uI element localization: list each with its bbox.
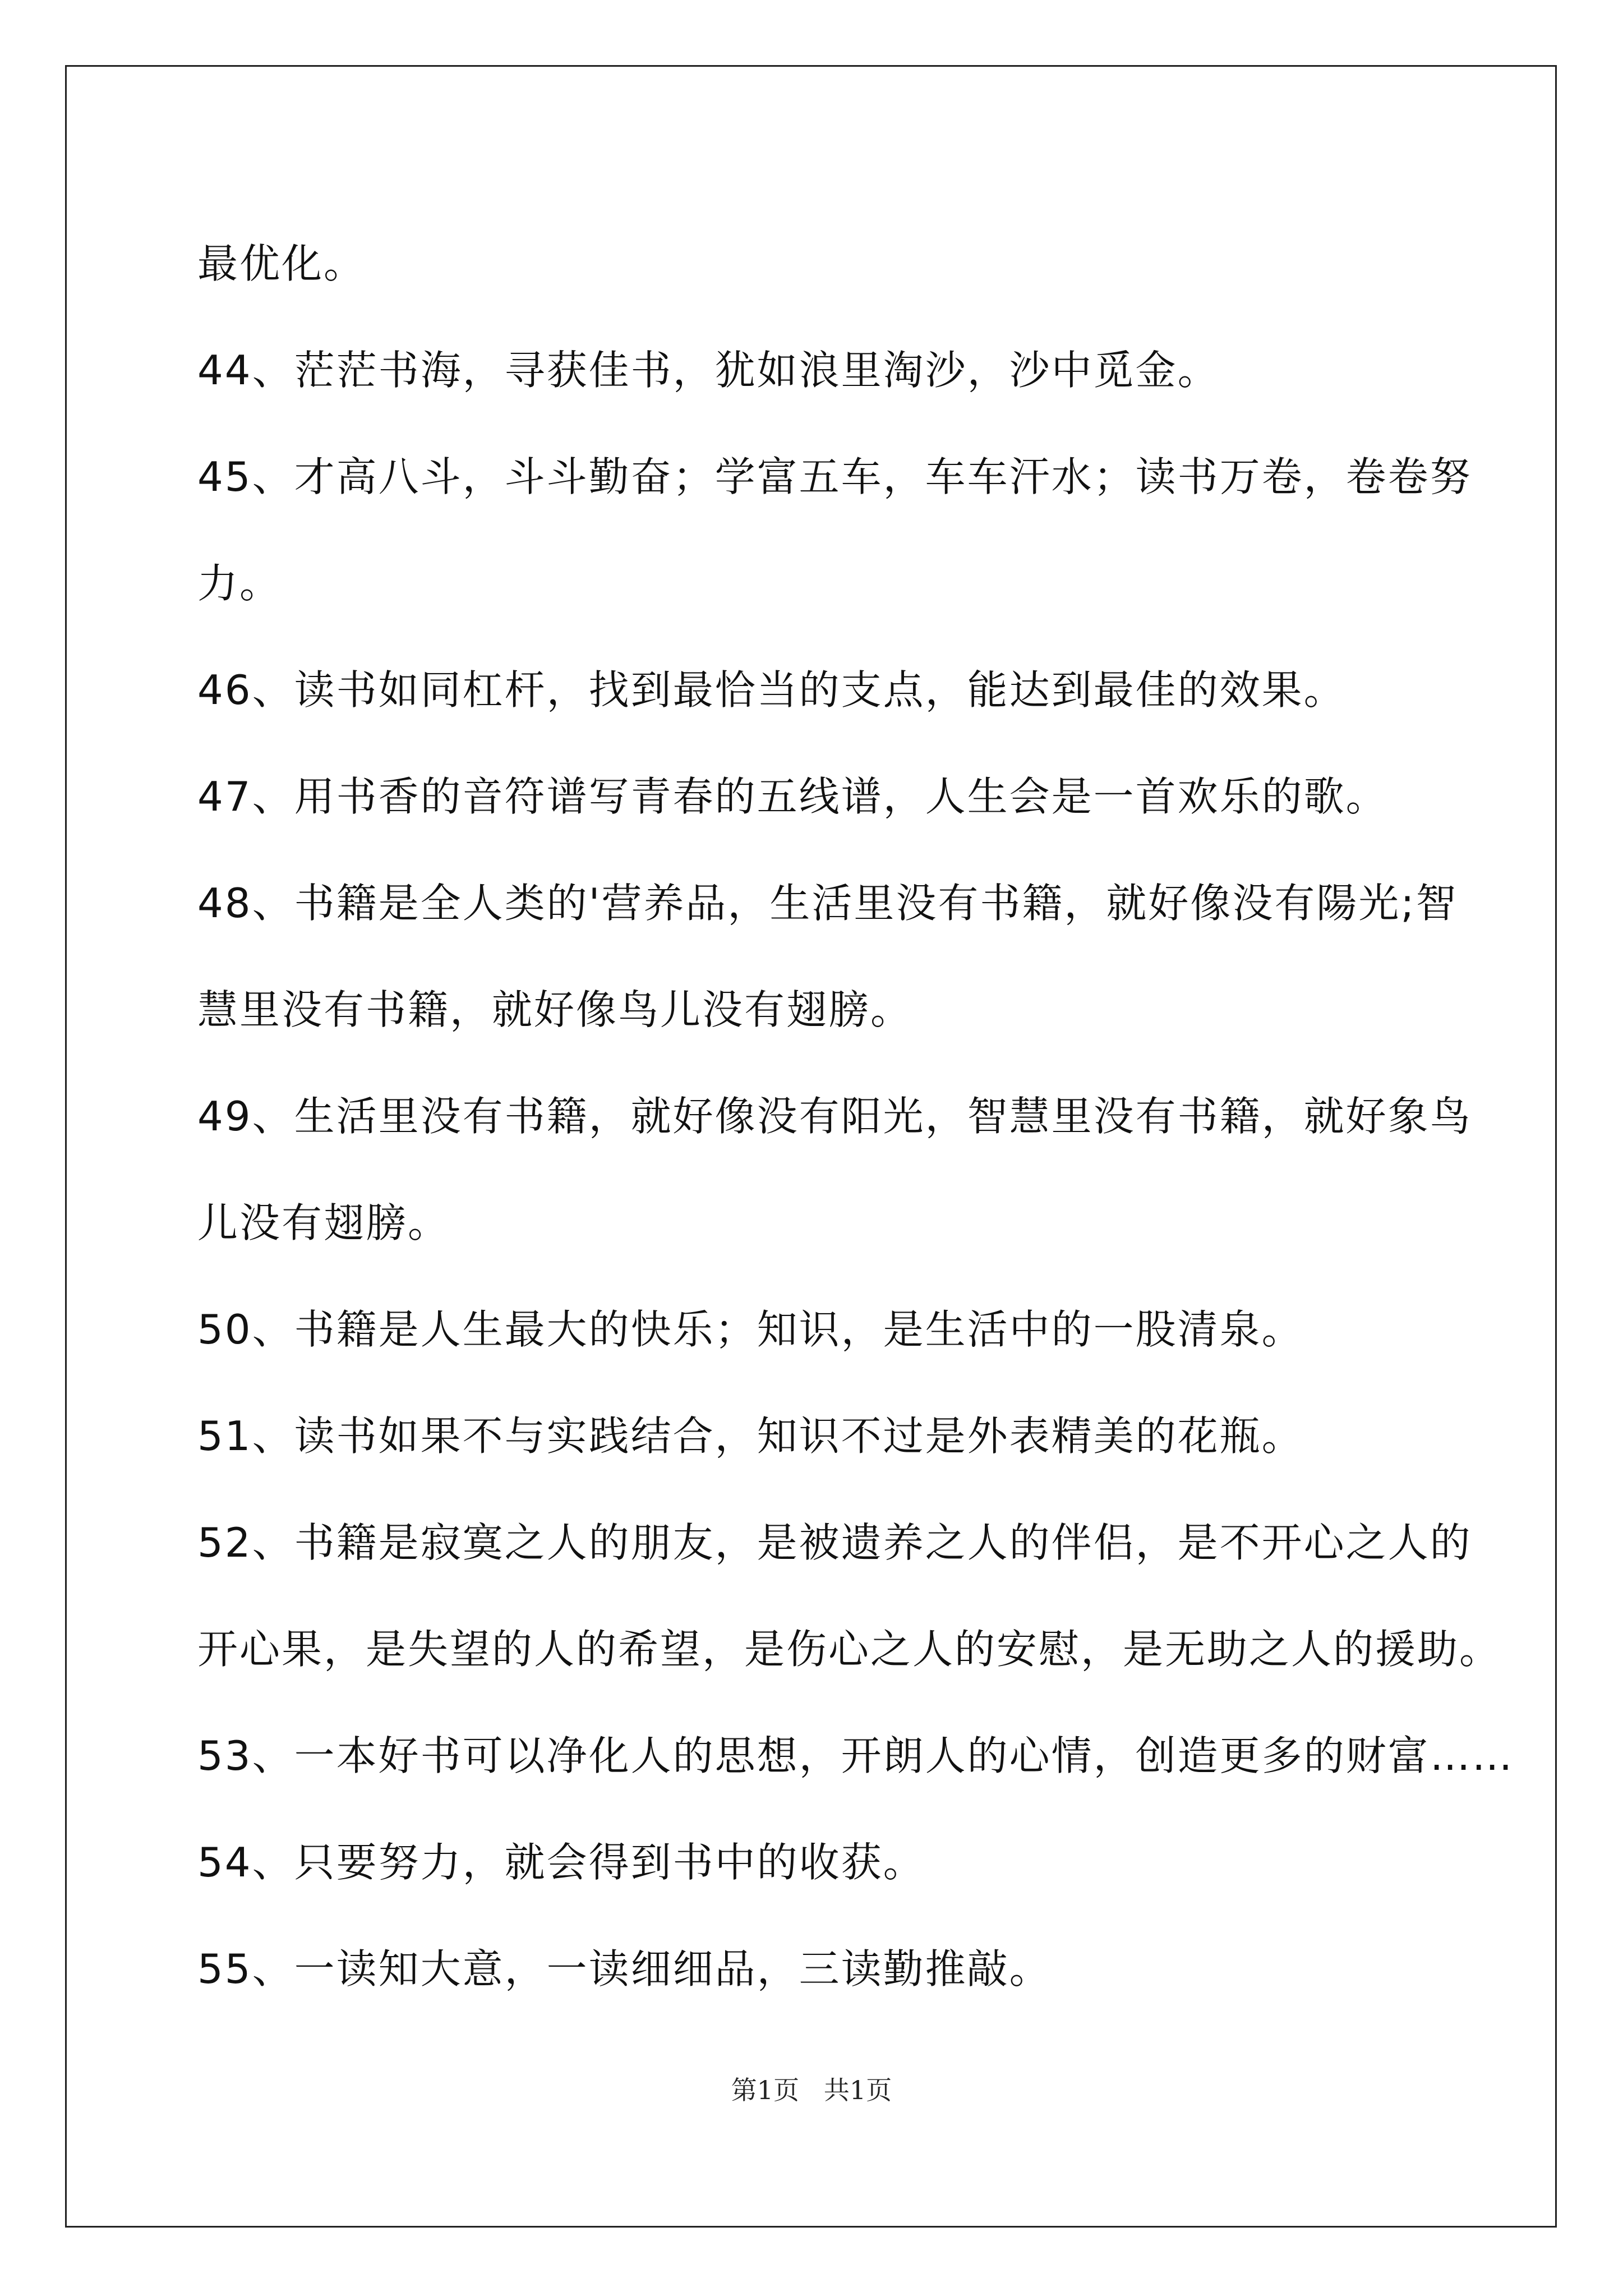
text-line: 45、才高八斗，斗斗勤奋；学富五车，车车汗水；读书万卷，卷卷努: [197, 453, 1472, 500]
text-line: 52、书籍是寂寞之人的朋友，是被遗养之人的伴侣，是不开心之人的: [197, 1519, 1472, 1566]
text-line: 47、用书香的音符谱写青春的五线谱，人生会是一首欢乐的歌。: [197, 773, 1388, 820]
text-line: 开心果，是失望的人的希望，是伤心之人的安慰，是无助之人的援助。: [197, 1626, 1502, 1673]
text-line: 44、茫茫书海，寻获佳书，犹如浪里淘沙，沙中觅金。: [197, 347, 1220, 394]
document-body: [197, 210, 1514, 2022]
text-line: 51、读书如果不与实践结合，知识不过是外表精美的花瓶。: [197, 1412, 1304, 1460]
text-line: 力。: [197, 560, 282, 607]
text-line: 48、书籍是全人类的'营养品，生活里没有书籍，就好像没有陽光;智: [197, 880, 1458, 927]
text-line: 最优化。: [197, 240, 366, 287]
text-line: 55、一读知大意，一读细细品，三读勤推敲。: [197, 1945, 1052, 1993]
text-line: 49、生活里没有书籍，就好像没有阳光，智慧里没有书籍，就好象鸟: [197, 1093, 1472, 1140]
text-line: 慧里没有书籍，就好像鸟儿没有翅膀。: [197, 986, 913, 1033]
text-line: 54、只要努力，就会得到书中的收获。: [197, 1839, 925, 1886]
text-line: 53、一本好书可以净化人的思想，开朗人的心情，创造更多的财富……: [197, 1732, 1514, 1779]
page-number-footer: 第1页 共1页: [731, 2075, 892, 2105]
text-line: 50、书籍是人生最大的快乐；知识，是生活中的一股清泉。: [197, 1306, 1304, 1353]
text-line: 儿没有翅膀。: [197, 1199, 450, 1246]
text-line: 46、读书如同杠杆，找到最恰当的支点，能达到最佳的效果。: [197, 666, 1346, 714]
